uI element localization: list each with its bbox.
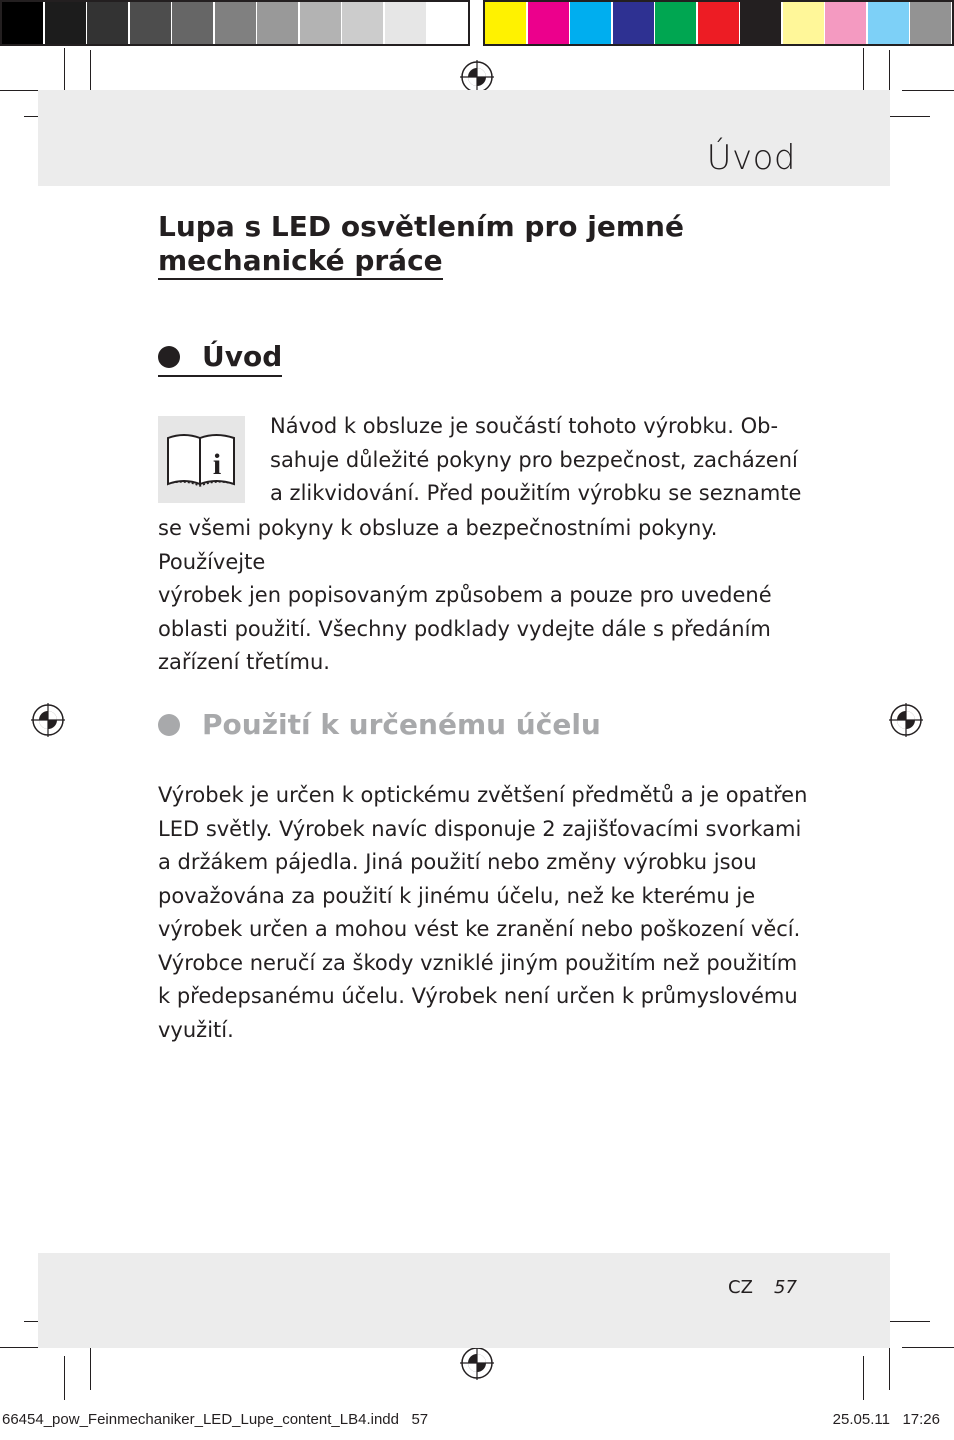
- use-line: a držákem pájedla. Jiná použití nebo změny výrobku jsou: [158, 850, 757, 874]
- crop-mark: [863, 1356, 864, 1400]
- section-heading-intro-text: Úvod: [202, 340, 283, 373]
- registration-mark-icon: [31, 703, 65, 737]
- document-title-line-2: mechanické práce: [158, 244, 443, 280]
- intro-line: sahuje důležité pokyny pro bezpečnost, zacházení: [270, 447, 798, 472]
- intro-paragraph-continued: [158, 512, 818, 680]
- use-line: k předepsanému účelu. Výrobek není určen k průmyslovému: [158, 984, 798, 1008]
- slug-date-time: 25.05.11 17:26: [832, 1411, 940, 1428]
- intro-line: se všemi pokyny k obsluze a bezpečnostními pokyny. Používejte: [158, 516, 718, 574]
- page-number: 57: [774, 1277, 797, 1298]
- section-heading-intro: [158, 340, 282, 377]
- intro-line: výrobek jen popisovaným způsobem a pouze pro uvedené: [158, 583, 772, 607]
- intro-line: zařízení třetímu.: [158, 650, 330, 674]
- use-line: Výrobek je určen k optickému zvětšení předmětů a je opatřen: [158, 783, 808, 807]
- section-heading-intended-use-text: Použití k určenému účelu: [202, 708, 601, 741]
- crop-mark: [902, 1347, 954, 1348]
- bullet-icon: [158, 714, 180, 736]
- manual-info-icon: [158, 416, 245, 503]
- document-title-line-1: Lupa s LED osvětlením pro jemné: [158, 210, 684, 243]
- crop-mark: [64, 48, 65, 90]
- svg-text:i: i: [212, 448, 222, 481]
- intro-line: a zlikvidování. Před použitím výrobku se seznamte: [270, 481, 802, 505]
- bullet-icon: [158, 346, 180, 368]
- registration-mark-icon: [460, 1346, 494, 1380]
- intro-line: Návod k obsluze je součástí tohoto výrobku. Ob-: [270, 414, 779, 438]
- crop-mark: [863, 48, 864, 90]
- intro-line: oblasti použití. Všechny podklady vydejte dále s předáním: [158, 616, 771, 641]
- document-title: [158, 210, 684, 280]
- header-section-title: Úvod: [706, 138, 796, 178]
- crop-mark: [902, 90, 954, 91]
- use-line: Výrobce neručí za škody vzniklé jiným použitím než použitím: [158, 950, 798, 975]
- footer-language: CZ: [728, 1277, 753, 1298]
- footer-band: [38, 1253, 890, 1348]
- use-line: výrobek určen a mohou vést ke zranění nebo poškození věcí.: [158, 917, 801, 941]
- use-line: LED světly. Výrobek navíc disponuje 2 zajišťovacími svorkami: [158, 816, 802, 841]
- intended-use-paragraph: [158, 779, 818, 1047]
- section-heading-intended-use: [158, 708, 601, 741]
- color-bar-frame: [483, 0, 954, 46]
- slug-file-info: 66454_pow_Feinmechaniker_LED_Lupe_content_LB4.indd 57: [2, 1411, 429, 1428]
- crop-mark: [64, 1356, 65, 1400]
- registration-mark-icon: [460, 60, 494, 94]
- gray-bar-frame: [0, 0, 470, 46]
- use-line: považována za použití k jinému účelu, než ke kterému je: [158, 883, 756, 908]
- registration-mark-icon: [889, 703, 923, 737]
- use-line: využití.: [158, 1017, 234, 1042]
- intro-paragraph-start: [270, 410, 810, 511]
